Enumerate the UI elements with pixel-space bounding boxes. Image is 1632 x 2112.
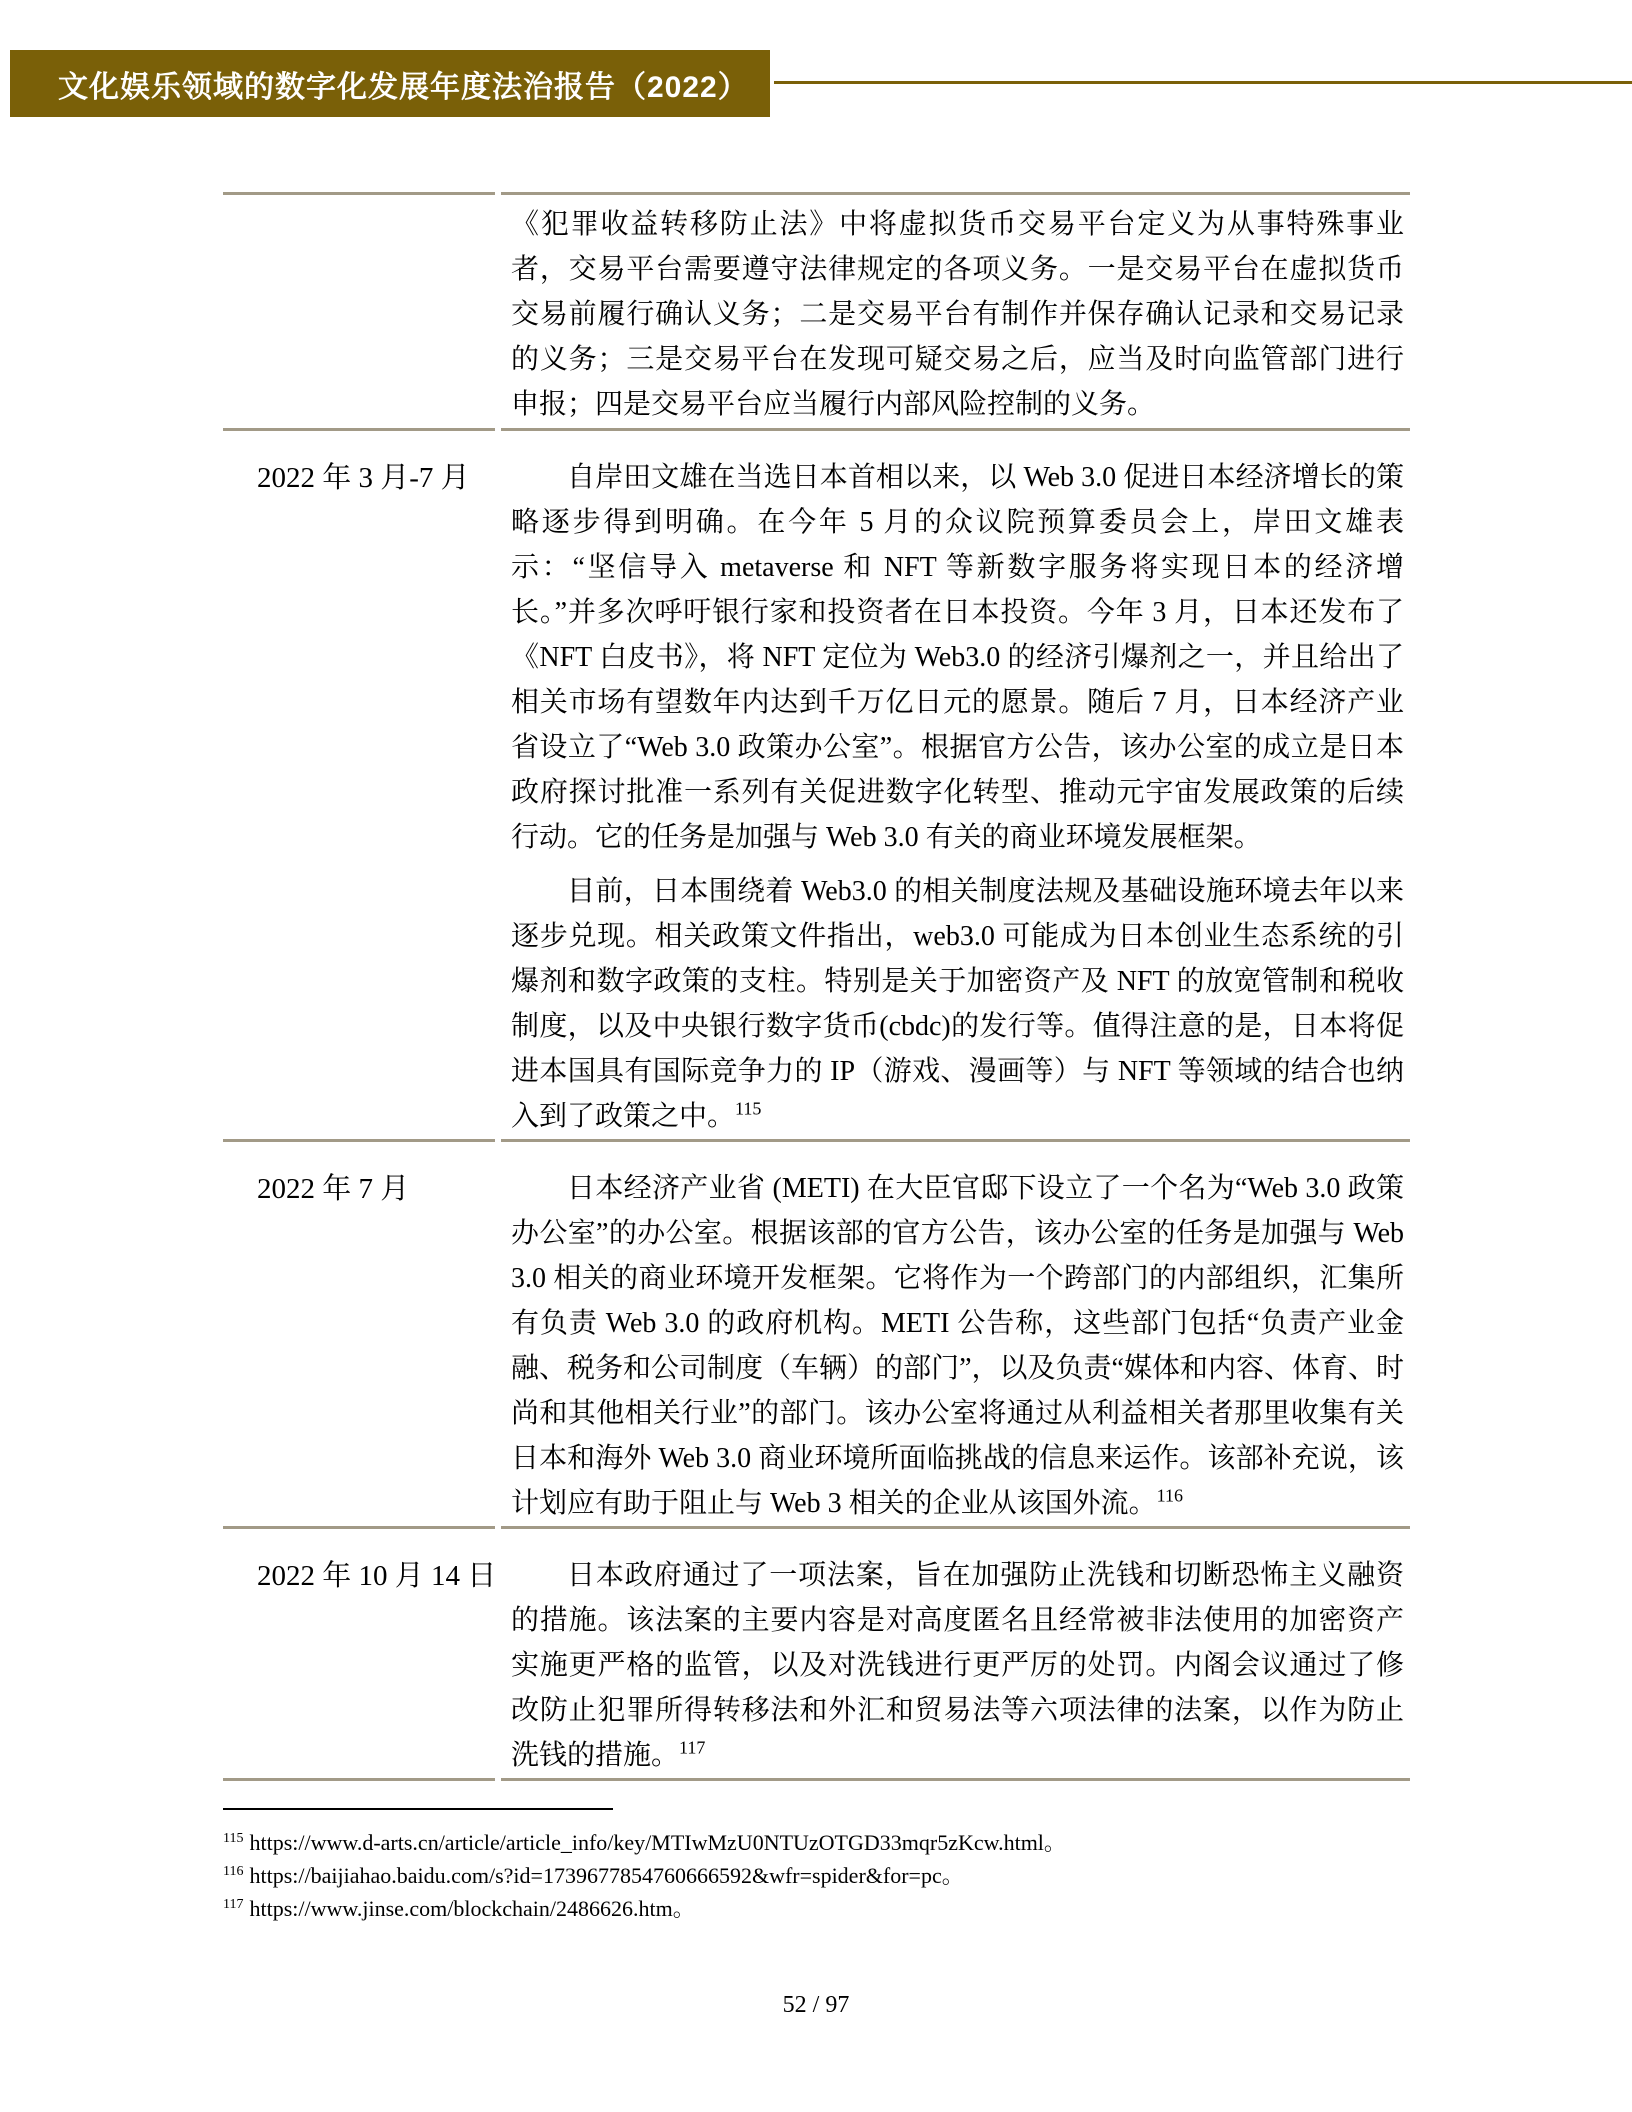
footnote-number: 115 — [223, 1830, 244, 1846]
table-row — [223, 192, 1410, 428]
footnote-superscript: 116 — [1156, 1485, 1183, 1506]
page-title: 文化娱乐领域的数字化发展年度法治报告（2022） — [58, 70, 749, 104]
content-cell — [501, 1139, 1410, 1526]
paragraph — [511, 455, 1404, 860]
footnote-item — [223, 1859, 1443, 1892]
date-cell — [223, 1139, 495, 1526]
date-text: 2022 年 10 月 14 日 — [257, 1560, 497, 1592]
paragraph-text: 目前，日本围绕着 Web3.0 的相关制度法规及基础设施环境去年以来逐步兑现。相关政策文件指出，web3.0 可能成为日本创业生态系统的引爆剂和数字政策的支柱。特别是关于加密资产及 NFT 的放宽管制和税收制度，以及中央银行数字货币(cbdc)的发行等。值得注意的是，日本将促进本国具有国际竞争力的 IP（游戏、漫画等）与 NFT 等领域的结合也纳入到了政策之中。 — [511, 876, 1404, 1132]
footnote-url: https://baijiahao.baidu.com/s?id=1739677854760666592&wfr=spider&for=pc。 — [249, 1863, 964, 1888]
date-text: 2022 年 3 月-7 月 — [257, 462, 470, 494]
content-cell — [501, 192, 1410, 428]
header-title-bar — [10, 50, 770, 117]
paragraph-text: 《犯罪收益转移防止法》中将虚拟货币交易平台定义为从事特殊事业者，交易平台需要遵守法律规定的各项义务。一是交易平台在虚拟货币交易前履行确认义务；二是交易平台有制作并保存确认记录和交易记录的义务；三是交易平台在发现可疑交易之后，应当及时向监管部门进行申报；四是交易平台应当履行内部风险控制的义务。 — [511, 209, 1404, 420]
footnote-superscript: 115 — [735, 1098, 762, 1119]
paragraph — [511, 869, 1404, 1139]
table-row — [223, 1139, 1410, 1526]
footnote-url: https://www.d-arts.cn/article/article_info/key/MTIwMzU0NTUzOTGD33mqr5zKcw.html。 — [249, 1830, 1066, 1855]
table-row — [223, 428, 1410, 1139]
content-cell — [501, 1526, 1410, 1781]
paragraph-text: 自岸田文雄在当选日本首相以来，以 Web 3.0 促进日本经济增长的策略逐步得到明确。在今年 5 月的众议院预算委员会上，岸田文雄表示：“坚信导入 metaverse 和 NFT 等新数字服务将实现日本的经济增长。”并多次呼吁银行家和投资者在日本投资。今年 3 月，日本还发布了《NFT 白皮书》，将 NFT 定位为 Web3.0 的经济引爆剂之一，并且给出了相关市场有望数年内达到千万亿日元的愿景。随后 7 月，日本经济产业省设立了“Web 3.0 政策办公室”。根据官方公告，该办公室的成立是日本政府探讨批准一系列有关促进数字化转型、推动元宇宙发展政策的后续行动。它的任务是加强与 Web 3.0 有关的商业环境发展框架。 — [511, 462, 1404, 853]
paragraph — [511, 1166, 1404, 1526]
paragraph — [511, 202, 1404, 427]
content-cell — [501, 428, 1410, 1139]
footnote-number: 116 — [223, 1863, 244, 1879]
footnote-number: 117 — [223, 1896, 244, 1912]
footnote-superscript: 117 — [679, 1737, 706, 1758]
timeline-table — [223, 192, 1410, 1781]
footnote-separator — [223, 1808, 613, 1810]
footnote-list — [223, 1808, 1443, 1925]
date-cell — [223, 1526, 495, 1781]
page-number: 52 / 97 — [782, 1992, 850, 2018]
footnote-item — [223, 1826, 1443, 1859]
paragraph-text: 日本经济产业省 (METI) 在大臣官邸下设立了一个名为“Web 3.0 政策办公室”的办公室。根据该部的官方公告，该办公室的任务是加强与 Web 3.0 相关的商业环境开发框架。它将作为一个跨部门的内部组织，汇集所有负责 Web 3.0 的政府机构。METI 公告称，这些部门包括“负责产业金融、税务和公司制度（车辆）的部门”，以及负责“媒体和内容、体育、时尚和其他相关行业”的部门。该办公室将通过从利益相关者那里收集有关日本和海外 Web 3.0 商业环境所面临挑战的信息来运作。该部补充说，该计划应有助于阻止与 Web 3 相关的企业从该国外流。 — [511, 1173, 1404, 1519]
date-text: 2022 年 7 月 — [257, 1173, 410, 1205]
paragraph — [511, 1553, 1404, 1778]
header-rule — [774, 81, 1632, 84]
table-row — [223, 1526, 1410, 1781]
paragraph-text: 日本政府通过了一项法案，旨在加强防止洗钱和切断恐怖主义融资的措施。该法案的主要内容是对高度匿名且经常被非法使用的加密资产实施更严格的监管，以及对洗钱进行更严厉的处罚。内阁会议通过了修改防止犯罪所得转移法和外汇和贸易法等六项法律的法案，以作为防止洗钱的措施。 — [511, 1560, 1404, 1771]
footnote-item — [223, 1892, 1443, 1925]
date-cell — [223, 192, 495, 428]
footnote-url: https://www.jinse.com/blockchain/2486626.htm。 — [249, 1896, 695, 1921]
date-cell — [223, 428, 495, 1139]
